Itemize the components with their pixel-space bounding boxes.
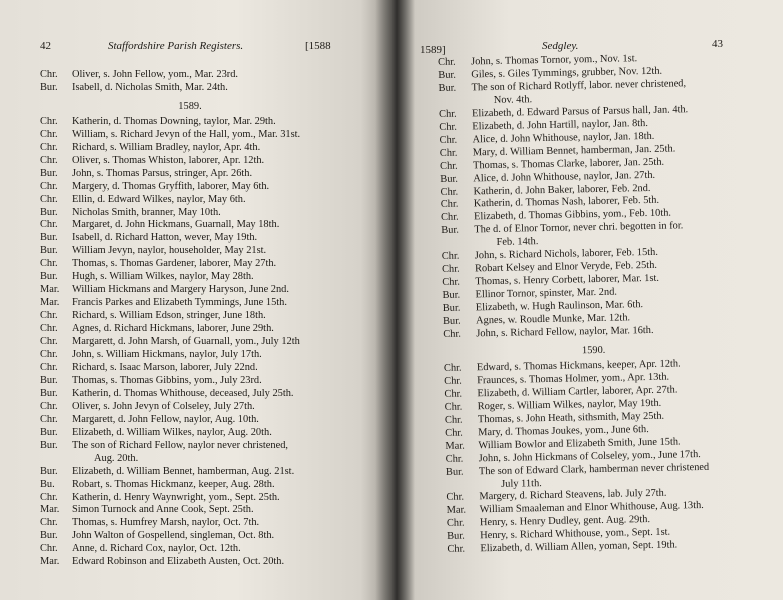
- entry-text: Francis Parkes and Elizabeth Tymmings, June 15th.: [72, 297, 287, 309]
- register-entry: [40, 207, 340, 220]
- entry-text: Oliver, s. John Fellow, yom., Mar. 23rd.: [72, 69, 239, 80]
- year-bracket: 1589]: [420, 44, 446, 56]
- entry-type: Mar.: [40, 284, 60, 296]
- entry-text: Giles, s. Giles Tymmings, grubber, Nov. 12th.: [471, 65, 663, 81]
- register-entry: [40, 258, 340, 271]
- register-entry: [40, 414, 340, 427]
- entry-text: John, s. Thomas Tornor, yom., Nov. 1st.: [470, 53, 638, 68]
- entry-text: William, s. Richard Jevyn of the Hall, yom., Mar. 31st.: [72, 128, 301, 140]
- entry-type: Bur.: [40, 530, 58, 542]
- entry-text: Oliver, s. John Jevyn of Colseley, July 27th.: [72, 400, 255, 412]
- entry-type: Chr.: [439, 134, 458, 146]
- entry-text: Ellin, d. Edward Wilkes, naylor, May 6th.: [72, 193, 246, 205]
- running-title: Staffordshire Parish Registers.: [108, 40, 244, 52]
- entry-type: Chr.: [40, 193, 58, 205]
- entry-type: Chr.: [441, 250, 460, 263]
- entry-text: Henry, s. Richard Whithouse, yom., Sept. 1st.: [480, 526, 671, 542]
- entry-type: Chr.: [438, 56, 456, 68]
- entry-text: Thomas, s. Thomas Clarke, laborer, Jan. 25th.: [472, 156, 665, 171]
- register-entry: [40, 336, 340, 349]
- entry-text: Thomas, s. Humfrey Marsh, naylor, Oct. 7th.: [72, 517, 260, 529]
- page-number: 43: [712, 38, 723, 50]
- entry-type: Bur.: [40, 206, 58, 218]
- register-entry: [40, 232, 340, 245]
- entry-text: Nov. 4th.: [493, 94, 533, 106]
- register-entry: [40, 310, 340, 323]
- entry-text: Elizabeth, d. William Cartler, laborer, Apr. 27th.: [477, 384, 678, 400]
- register-entry: [40, 323, 340, 336]
- entry-type: Chr.: [40, 69, 58, 80]
- entry-text: Elizabeth, d. William Wilkes, naylor, Aug. 20th.: [72, 426, 272, 438]
- register-entry: [40, 284, 340, 297]
- entry-type: Chr.: [445, 453, 464, 465]
- entry-type: Bur.: [40, 167, 58, 179]
- entry-text: John, s. Richard Nichols, laborer, Feb. 15th.: [474, 247, 659, 262]
- entry-text: Isabell, d. Nicholas Smith, Mar. 24th.: [72, 81, 228, 93]
- entry-type: Chr.: [439, 160, 458, 172]
- entry-text: Margarett, d. John Marsh, of Guarnall, yom., July 12th: [72, 336, 300, 348]
- entry-type: Bur.: [447, 530, 465, 543]
- entry-type: Chr.: [439, 147, 458, 159]
- entry-type: Bur.: [40, 271, 58, 283]
- entry-text: The son of Edward Clark, hamberman never christened: [478, 461, 710, 477]
- entry-type: Chr.: [442, 276, 461, 289]
- entry-text: John, s. Thomas Parsus, stringer, Apr. 26th.: [72, 167, 253, 179]
- entry-text: Thomas, s. John Heath, sithsmith, May 25th.: [477, 410, 665, 426]
- entry-type: Chr.: [440, 186, 459, 198]
- register-entry: [40, 69, 340, 82]
- entry-type: Bur.: [40, 439, 58, 451]
- entry-text: The d. of Elnor Tornor, never chri. begotten in for.: [474, 220, 684, 236]
- entry-text: William Hickmans and Margery Haryson, June 2nd.: [72, 284, 289, 296]
- entry-text: Richard, s. William Edson, stringer, June 18th.: [72, 310, 266, 322]
- entry-text: Elizabeth, d. Thomas Gibbins, yom., Feb. 10th.: [473, 207, 672, 223]
- entry-type: Bur.: [40, 245, 58, 257]
- entry-type: Chr.: [445, 427, 463, 439]
- entry-type: Chr.: [444, 388, 463, 400]
- entry-type: Chr.: [40, 154, 58, 166]
- entry-type: Chr.: [444, 401, 463, 413]
- entry-type: Chr.: [40, 491, 58, 503]
- entry-text: The son of Richard Rotlyff, labor. never christened,: [471, 78, 687, 94]
- entry-type: Chr.: [40, 219, 58, 231]
- entry-type: Chr.: [440, 199, 459, 211]
- entry-text: Mary, d. Thomas Joukes, yom., June 6th.: [478, 423, 649, 438]
- entry-type: Chr.: [40, 115, 58, 127]
- entry-text: Robart Kelsey and Elnor Veryde, Feb. 25th.: [474, 260, 658, 275]
- entry-type: Bur.: [445, 466, 464, 478]
- entry-text: Alice, d. John Whithouse, naylor, Jan. 18th.: [472, 130, 655, 146]
- register-entry: [40, 440, 340, 453]
- register-entry: [40, 168, 340, 181]
- register-entry: [40, 479, 340, 492]
- entry-type: Chr.: [40, 141, 58, 153]
- register-entry: [40, 517, 340, 530]
- entry-text: Ellinor Tornor, spinster, Mar. 2nd.: [475, 286, 618, 301]
- register-entry: [40, 129, 340, 142]
- right-page: [392, 0, 783, 600]
- register-entry: [40, 492, 340, 505]
- register-entry: [40, 427, 340, 440]
- entry-type: [446, 479, 479, 493]
- entry-type: Bur.: [40, 81, 58, 93]
- entry-text: Katherin, d. Thomas Whithouse, deceased, July 25th.: [72, 387, 294, 399]
- entry-text: Fraunces, s. Thomas Holmer, yom., Apr. 13th.: [477, 371, 670, 387]
- entry-type: Chr.: [40, 128, 58, 140]
- register-entry: [40, 116, 340, 129]
- register-entry: [40, 181, 340, 194]
- entry-text: Oliver, s. Thomas Whiston, laborer, Apr. 12th.: [72, 154, 265, 166]
- register-entry: [40, 219, 340, 232]
- entry-type: Chr.: [444, 375, 462, 387]
- register-entry: [40, 375, 340, 388]
- entry-text: Alice, d. John Whithouse, naylor, Jan. 27th.: [473, 169, 656, 184]
- entry-text: Nicholas Smith, branner, May 10th.: [72, 206, 221, 218]
- year-bracket: [1588: [305, 40, 331, 52]
- entry-text: Simon Turnock and Anne Cook, Sept. 25th.: [72, 504, 254, 516]
- entry-text: Richard, s. William Bradley, naylor, Apr. 4th.: [72, 141, 261, 153]
- entry-text: William Bowlor and Elizabeth Smith, June 15th.: [478, 436, 681, 451]
- entry-type: Mar.: [40, 504, 60, 516]
- entry-text: Isabell, d. Richard Hatton, wever, May 19th.: [72, 232, 258, 244]
- entry-text: Elizabeth, d. John Hartill, naylor, Jan. 8th.: [472, 117, 649, 133]
- entry-type: Chr.: [40, 400, 58, 412]
- entry-type: Chr.: [441, 263, 460, 276]
- register-entry: [40, 82, 340, 95]
- register-entry: [40, 155, 340, 168]
- entry-type: [439, 95, 472, 109]
- entry-text: Elizabeth, w. Hugh Raulinson, Mar. 6th.: [475, 299, 644, 314]
- entry-type: Chr.: [444, 414, 463, 426]
- entry-type: Bur.: [438, 82, 457, 94]
- register-entry: [40, 362, 340, 375]
- entry-type: Chr.: [443, 362, 462, 374]
- entry-text: Roger, s. William Wilkes, naylor, May 19th.: [477, 397, 662, 413]
- entry-text: Katherin, d. John Baker, laborer, Feb. 2nd.: [473, 182, 651, 197]
- entry-type: Chr.: [40, 361, 58, 373]
- entry-text: Katherin, d. Thomas Nash, laborer, Feb. 5th.: [473, 195, 660, 210]
- register-entry: [40, 453, 340, 466]
- entry-type: Mar.: [40, 297, 60, 309]
- entry-type: Chr.: [40, 310, 58, 322]
- entry-text: Margery, d. Thomas Gryffith, laborer, May 6th.: [72, 180, 270, 192]
- entry-type: Mar.: [445, 440, 465, 452]
- entry-text: Hugh, s. William Wilkes, naylor, May 28th.: [72, 271, 254, 283]
- entry-type: Chr.: [40, 349, 58, 361]
- register-entry: [40, 504, 340, 517]
- entry-type: Chr.: [440, 212, 459, 224]
- register-entry: [40, 543, 340, 556]
- register-entries: [40, 69, 340, 569]
- entry-text: Robart, s. Thomas Hickmanz, keeper, Aug. 28th.: [72, 478, 275, 490]
- entry-type: Chr.: [439, 121, 458, 133]
- entry-text: Feb. 14th.: [496, 236, 539, 249]
- page-number: 42: [40, 40, 51, 52]
- entry-text: Elizabeth, d. Edward Parsus of Parsus hall, Jan. 4th.: [471, 104, 689, 120]
- entry-type: Bur.: [440, 173, 459, 185]
- entry-text: William Smaaleman and Elnor Whithouse, Aug. 13th.: [479, 500, 704, 516]
- register-entry: [40, 530, 340, 543]
- register-entry: [40, 245, 340, 258]
- entry-text: Mary, d. William Bennet, hamberman, Jan. 25th.: [472, 143, 676, 159]
- entry-text: Margaret, d. John Hickmans, Guarnall, May 18th.: [72, 219, 280, 231]
- register-entry: [40, 142, 340, 155]
- entry-type: Bur.: [442, 289, 461, 302]
- entry-type: Bu.: [40, 478, 55, 490]
- entry-type: Chr.: [446, 517, 465, 530]
- entry-type: Bur.: [40, 374, 58, 386]
- entry-text: John, s. Richard Fellow, naylor, Mar. 16th.: [476, 324, 654, 340]
- entry-type: Chr.: [40, 517, 58, 529]
- register-entry: [40, 466, 340, 479]
- entry-text: John Walton of Gospellend, singleman, Oct. 8th.: [72, 530, 275, 542]
- register-entries: [438, 51, 748, 557]
- entry-type: Bur.: [40, 465, 58, 477]
- entry-text: Agnes, w. Roudle Munke, Mar. 12th.: [475, 312, 631, 327]
- entry-type: Chr.: [446, 492, 465, 504]
- running-title: Sedgley.: [542, 40, 579, 52]
- year-heading: 1589.: [178, 100, 202, 112]
- register-entry: [40, 349, 340, 362]
- entry-type: Chr.: [40, 543, 58, 555]
- entry-type: Bur.: [40, 426, 58, 438]
- entry-text: Thomas, s. Henry Corbett, laborer, Mar. 1st.: [475, 273, 660, 288]
- entry-type: Chr.: [40, 323, 58, 335]
- entry-text: Elizabeth, d. William Bennet, hamberman, Aug. 21st.: [72, 465, 295, 477]
- entry-text: The son of Richard Fellow, naylor never christened,: [72, 439, 289, 451]
- entry-type: Bur.: [40, 232, 58, 244]
- entry-text: Henry, s. Henry Dudley, gent. Aug. 29th.: [479, 514, 651, 529]
- entry-type: Chr.: [40, 258, 58, 270]
- register-entry: [40, 401, 340, 414]
- entry-text: Anne, d. Richard Cox, naylor, Oct. 12th.: [72, 543, 241, 555]
- entry-text: Elizabeth, d. William Allen, yoman, Sept. 19th.: [480, 539, 678, 555]
- entry-type: [441, 238, 474, 252]
- entry-text: Aug. 20th.: [94, 452, 139, 464]
- entry-text: John, s. John Hickmans of Colseley, yom., June 17th.: [478, 448, 701, 464]
- entry-type: Bur.: [442, 315, 461, 328]
- entry-type: Chr.: [447, 543, 466, 556]
- entry-text: Thomas, s. Thomas Gibbins, yom., July 23rd.: [72, 374, 262, 386]
- register-entry: [40, 297, 340, 310]
- entry-text: Margery, d. Richard Steavens, lab. July 27th.: [479, 488, 667, 503]
- entry-type: [40, 453, 72, 466]
- entry-type: Chr.: [40, 180, 58, 192]
- entry-text: Richard, s. Isaac Marson, laborer, July 22nd.: [72, 361, 258, 373]
- entry-text: Thomas, s. Thomas Gardener, laborer, May 27th.: [72, 258, 277, 270]
- entry-type: Mar.: [40, 556, 60, 568]
- entry-text: Katherin, d. Thomas Downing, taylor, Mar. 29th.: [72, 115, 276, 127]
- entry-type: Chr.: [443, 328, 462, 340]
- entry-type: Bur.: [438, 69, 457, 81]
- entry-text: Margarett, d. John Fellow, naylor, Aug. 10th.: [72, 413, 259, 425]
- entry-text: William Jevyn, naylor, householder, May 21st.: [72, 245, 267, 257]
- register-entry: [40, 388, 340, 401]
- entry-text: Agnes, d. Richard Hickmans, laborer, June 29th.: [72, 323, 274, 335]
- entry-type: Mar.: [446, 504, 467, 517]
- entry-type: Chr.: [40, 336, 58, 348]
- entry-type: Bur.: [441, 225, 460, 237]
- entry-text: Katherin, d. Henry Waynwright, yom., Sept. 25th.: [72, 491, 280, 503]
- entry-type: Chr.: [40, 413, 58, 425]
- entry-type: Chr.: [438, 108, 457, 120]
- entry-text: John, s. William Hickmans, naylor, July 17th.: [72, 349, 262, 361]
- year-heading: 1590.: [581, 344, 606, 357]
- register-entry: [40, 271, 340, 284]
- entry-type: Bur.: [40, 387, 58, 399]
- entry-text: July 11th.: [501, 477, 542, 490]
- entry-type: Bur.: [442, 302, 461, 315]
- entry-text: Edward, s. Thomas Hickmans, keeper, Apr. 12th.: [476, 358, 681, 374]
- entry-text: Edward Robinson and Elizabeth Austen, Oct. 20th.: [72, 556, 285, 568]
- register-entry: [40, 194, 340, 207]
- register-entry: [40, 556, 340, 569]
